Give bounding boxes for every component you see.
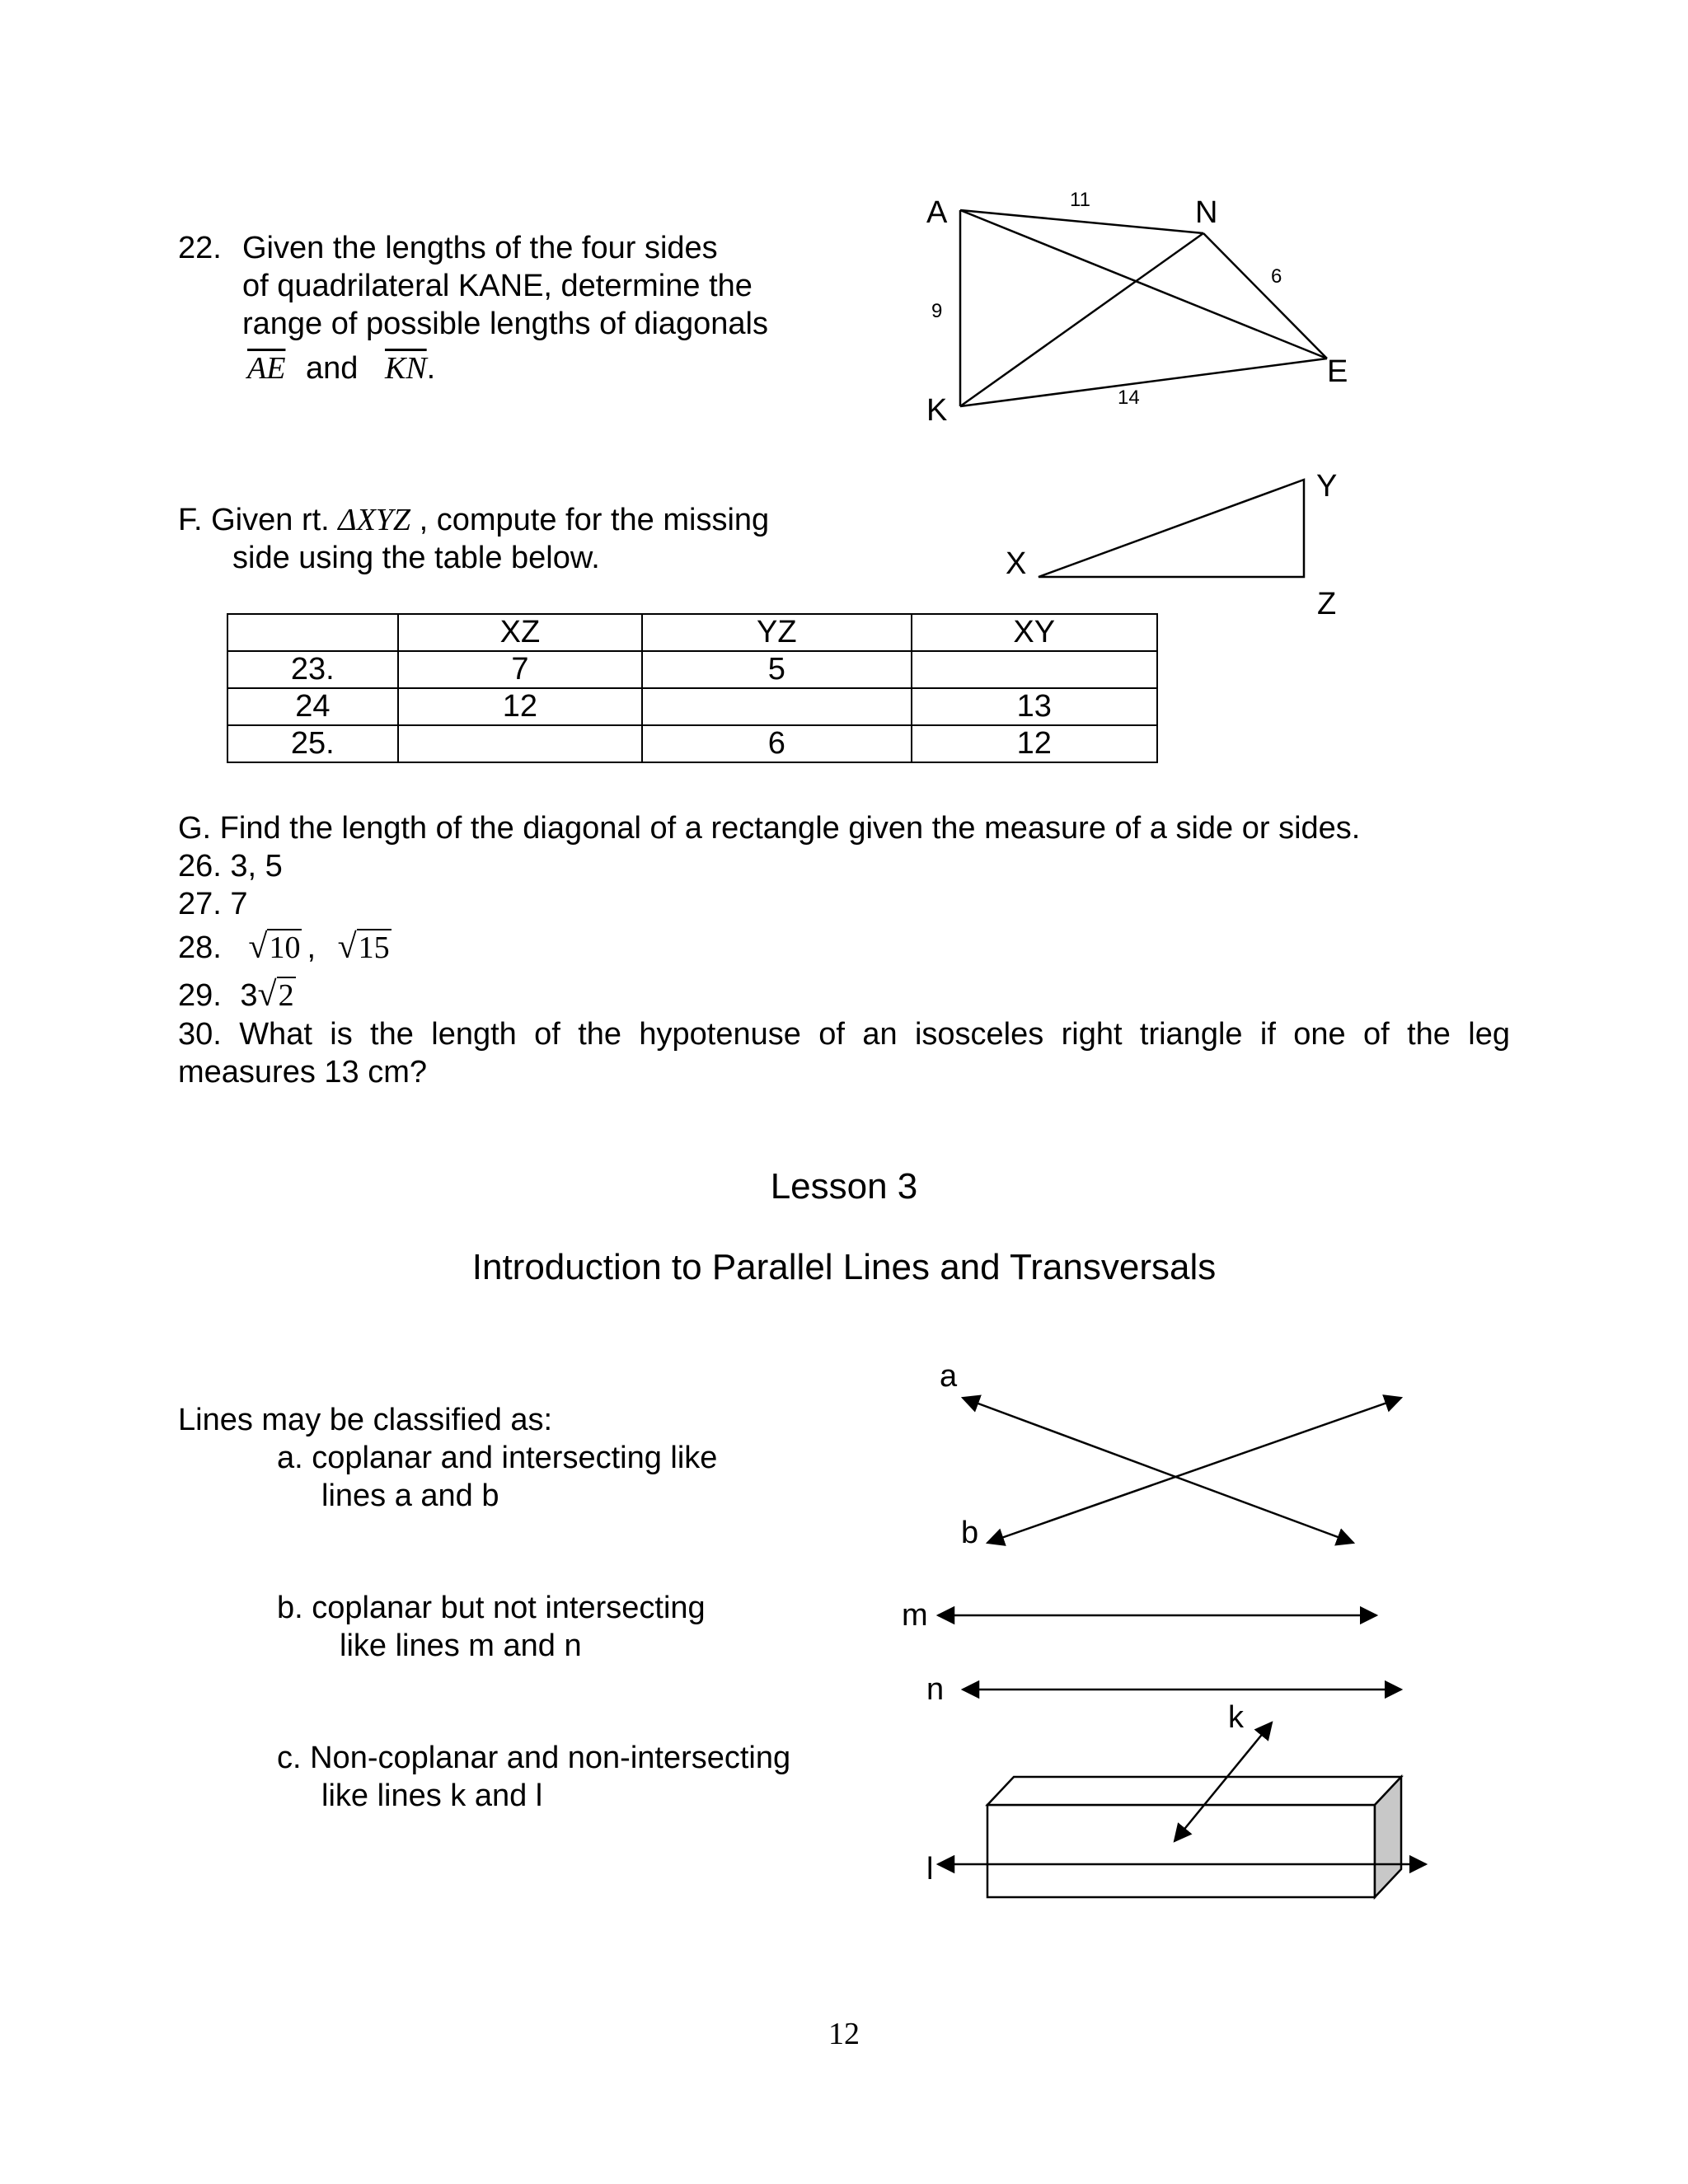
line-a-label: a: [940, 1359, 958, 1394]
section-f-prefix: F. Given rt.: [178, 503, 330, 537]
table-cell: 7: [398, 651, 642, 688]
triangle-xyz: ΔXYZ: [338, 503, 411, 537]
table-header-cell: [227, 614, 398, 651]
q28-number: 28.: [178, 930, 222, 965]
vertex-y-label: Y: [1316, 469, 1338, 504]
table-cell: 6: [642, 725, 911, 762]
table-header-cell: YZ: [642, 614, 911, 651]
lesson-title: Lesson 3: [770, 1166, 918, 1207]
side-ak-length: 9: [931, 300, 943, 322]
table-cell: 25.: [227, 725, 398, 762]
vertex-k-label: K: [926, 393, 948, 428]
table-row: [227, 651, 1157, 688]
q22-line2: of quadrilateral KANE, determine the: [242, 269, 753, 303]
lesson-subtitle: Introduction to Parallel Lines and Transversals: [471, 1247, 1217, 1287]
classify-c-line2: like lines k and l: [321, 1779, 543, 1813]
table-cell: 5: [642, 651, 911, 688]
classify-b-line1: b. coplanar but not intersecting: [277, 1591, 706, 1625]
diagonal-kn: $\overline{KN}$: [384, 351, 427, 386]
q29-number: 29.: [178, 978, 222, 1013]
sqrt-15: √15: [337, 928, 390, 966]
side-ne-length: 6: [1271, 265, 1282, 288]
table-cell: [642, 688, 911, 725]
classify-a-line1: a. coplanar and intersecting like: [277, 1441, 718, 1475]
q27: 27. 7: [178, 887, 248, 921]
rectangular-prism: [987, 1777, 1401, 1897]
q29: [178, 976, 296, 1015]
q29-coefficient: 3: [240, 978, 258, 1013]
line-l-label: l: [926, 1852, 934, 1886]
table-row: [227, 688, 1157, 725]
triangle-xyz-shape: [1039, 480, 1304, 577]
line-k-label: k: [1228, 1700, 1244, 1735]
table-cell: 12: [398, 688, 642, 725]
q28: [178, 928, 392, 967]
vertex-a-label: A: [926, 195, 948, 230]
classify-b-line2: like lines m and n: [340, 1629, 582, 1663]
line-a: [963, 1398, 1353, 1543]
section-f-line2: side using the table below.: [232, 541, 600, 575]
table-header-row: [227, 614, 1157, 651]
table-row: [227, 725, 1157, 762]
sqrt-10: √10: [248, 928, 301, 966]
q22-line1: Given the lengths of the four sides: [242, 231, 718, 265]
table-cell: 12: [912, 725, 1158, 762]
table-cell: 24: [227, 688, 398, 725]
q22-line3: range of possible lengths of diagonals: [242, 307, 769, 341]
table-cell: 23.: [227, 651, 398, 688]
q30-line1: 30. What is the length of the hypotenuse of an isosceles right triangle if one of the leg: [178, 1017, 1510, 1052]
q26: 26. 3, 5: [178, 849, 283, 883]
line-n-label: n: [926, 1672, 945, 1707]
vertex-x-label: X: [1006, 546, 1027, 581]
table-cell: 13: [912, 688, 1158, 725]
side-ne: [1203, 233, 1327, 359]
missing-side-table: [227, 613, 1158, 763]
diagonal-ae: $\overline{AE}$: [247, 351, 286, 386]
side-an-length: 11: [1070, 189, 1090, 211]
vertex-n-label: N: [1195, 195, 1218, 230]
kane-quadrilateral-figure: [915, 185, 1376, 433]
q30-line2: measures 13 cm?: [178, 1055, 428, 1090]
side-ke-length: 14: [1118, 387, 1140, 409]
table-cell: [912, 651, 1158, 688]
side-ke: [960, 359, 1327, 406]
q22-period: .: [426, 351, 436, 386]
classify-c-line1: c. Non-coplanar and non-intersecting: [277, 1741, 791, 1775]
right-triangle-xyz-figure: [997, 462, 1376, 626]
q22-diagonals: [247, 349, 435, 387]
table-cell: [398, 725, 642, 762]
vertex-e-label: E: [1327, 354, 1348, 389]
q22-number: 22.: [178, 231, 222, 265]
vertex-z-label: Z: [1317, 587, 1337, 621]
q22-and: and: [306, 351, 359, 386]
line-b: [987, 1398, 1401, 1543]
page-number: 12: [828, 2017, 860, 2051]
table-header-cell: XZ: [398, 614, 642, 651]
line-b-label: b: [961, 1516, 979, 1550]
section-f-line1: [178, 501, 769, 539]
sqrt-2: √2: [257, 976, 294, 1014]
q28-separator: ,: [307, 930, 316, 965]
section-g-intro: G. Find the length of the diagonal of a rectangle given the measure of a side or sides.: [178, 811, 1361, 846]
line-classification-figure: [890, 1352, 1451, 1929]
section-f-suffix: , compute for the missing: [419, 503, 770, 537]
table-header-cell: XY: [912, 614, 1158, 651]
side-an: [960, 210, 1203, 233]
classify-a-line2: lines a and b: [321, 1479, 499, 1513]
line-m-label: m: [902, 1598, 928, 1633]
classify-intro: Lines may be classified as:: [178, 1403, 553, 1437]
